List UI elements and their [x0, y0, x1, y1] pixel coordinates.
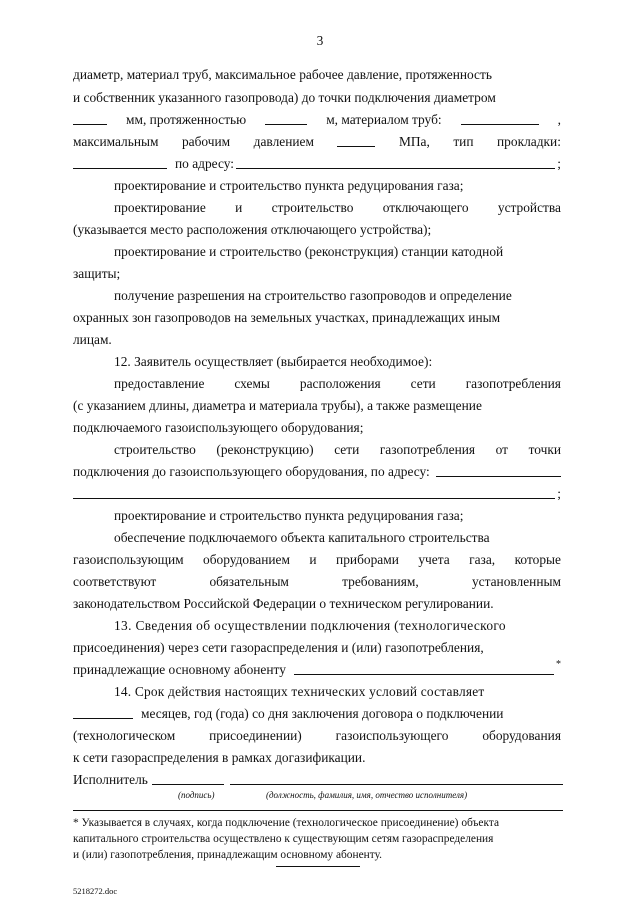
text-fragment: тип: [453, 134, 474, 149]
text-fragment: которые: [514, 552, 561, 567]
footnote-line: капитального строительства осуществлено к существующим сетям газораспределения: [73, 833, 494, 845]
text-fragment: по адресу:: [175, 156, 234, 171]
text-line: законодательством Российской Федерации о техническом регулировании.: [73, 596, 494, 611]
text-line: подключаемого газоиспользующего оборудования;: [73, 420, 364, 435]
text-line: [73, 705, 561, 722]
text-line: (с указанием длины, диаметра и материала трубы), а также размещение: [73, 398, 482, 413]
text-fragment: предоставление: [114, 376, 205, 391]
text-fragment: месяцев, год (года) со дня заключения договора о подключении: [141, 706, 504, 721]
file-label: 5218272.doc: [73, 886, 118, 896]
text-line: проектирование и строительство пункта редуцирования газа;: [114, 178, 464, 193]
blank-field: [73, 705, 133, 719]
text-line: проектирование и строительство пункта редуцирования газа;: [114, 508, 464, 523]
footnote-line: и (или) газопотребления, принадлежащим основному абоненту.: [73, 849, 382, 861]
text-fragment: соответствуют: [73, 574, 157, 589]
text-line: [73, 727, 561, 744]
text-fragment: установленным: [471, 574, 561, 589]
blank-field: [73, 111, 107, 125]
text-fragment: газопотребления: [465, 376, 561, 391]
text-line: к сети газораспределения в рамках догазификации.: [73, 750, 366, 765]
text-fragment: точки: [528, 442, 561, 457]
text-line: лицам.: [73, 332, 112, 347]
text-fragment: МПа,: [398, 134, 430, 149]
text-fragment: проектирование: [114, 200, 206, 215]
footnote-line: * Указывается в случаях, когда подключение (технологическое присоединение) объекта: [73, 817, 500, 829]
text-line: 13. Сведения об осуществлении подключения (технологического: [114, 618, 506, 633]
text-fragment: оборудованием: [203, 552, 290, 567]
text-fragment: устройства: [497, 200, 561, 215]
text-fragment: строительство: [114, 442, 196, 457]
text-line: [73, 463, 561, 480]
text-fragment: м, материалом труб:: [326, 112, 442, 127]
position-blank: [230, 771, 563, 785]
executor-label: Исполнитель: [73, 772, 148, 787]
text-line: диаметр, материал труб, максимальное рабочее давление, протяженность: [73, 67, 492, 82]
text-line: обеспечение подключаемого объекта капитального строительства: [114, 530, 490, 545]
text-fragment: сети: [410, 376, 436, 391]
text-line: [114, 199, 561, 216]
signature-blank: [152, 771, 224, 785]
text-fragment: газопотребления: [379, 442, 476, 457]
blank-field: [265, 111, 307, 125]
text-line: [73, 485, 561, 502]
footnote-end-rule: [276, 866, 360, 867]
text-fragment: сети: [334, 442, 360, 457]
text-fragment: принадлежащие основному абоненту: [73, 662, 286, 677]
text-fragment: рабочим: [181, 134, 231, 149]
text-line: проектирование и строительство (реконструкция) станции катодной: [114, 244, 504, 259]
position-caption: (должность, фамилия, имя, отчество исполнителя): [266, 790, 468, 800]
blank-field: [73, 155, 167, 169]
text-fragment: строительство: [271, 200, 354, 215]
text-fragment: (реконструкцию): [216, 442, 314, 457]
text-fragment: и: [309, 552, 317, 567]
text-fragment: учета: [418, 552, 450, 567]
text-line: и собственник указанного газопровода) до точки подключения диаметром: [73, 90, 496, 105]
text-line: 14. Срок действия настоящих технических условий составляет: [114, 684, 485, 699]
text-line: (указывается место расположения отключающего устройства);: [73, 222, 432, 237]
page-number: 3: [316, 33, 324, 48]
text-line: [73, 661, 561, 678]
text-fragment: схемы: [234, 376, 270, 391]
text-fragment: газа,: [469, 552, 496, 567]
text-fragment: и: [235, 200, 243, 215]
text-fragment: подключения до газоиспользующего оборудования, по адресу:: [73, 464, 430, 479]
text-line: [114, 441, 561, 458]
text-fragment: требованиям,: [342, 574, 419, 589]
text-line: получение разрешения на строительство газопроводов и определение: [114, 288, 512, 303]
blank-field: [73, 485, 555, 499]
punct: ;: [557, 156, 561, 171]
text-fragment: мм, протяженностью: [126, 112, 247, 127]
text-line: [73, 133, 561, 150]
text-fragment: обязательным: [209, 574, 289, 589]
text-fragment: давлением: [253, 134, 314, 149]
text-line: [114, 375, 561, 392]
text-fragment: приборами: [336, 552, 399, 567]
text-fragment: оборудования: [482, 728, 561, 743]
punct: ;: [557, 486, 561, 501]
text-fragment: расположения: [299, 376, 381, 391]
footnote-separator: [73, 810, 563, 811]
blank-field: [461, 111, 539, 125]
text-line: охранных зон газопроводов на земельных участках, принадлежащих иным: [73, 310, 501, 325]
text-line: мм, протяженностью м, материалом труб: ,: [73, 111, 561, 128]
blank-field: [236, 155, 555, 169]
text-line: [73, 551, 561, 568]
footnote-marker: *: [556, 659, 561, 670]
text-line: защиты;: [73, 266, 121, 281]
signature-caption: (подпись): [178, 790, 215, 800]
blank-field: [337, 133, 375, 147]
text-fragment: присоединении): [209, 728, 302, 743]
text-fragment: отключающего: [382, 200, 469, 215]
text-fragment: газоиспользующим: [73, 552, 184, 567]
text-fragment: от: [495, 442, 509, 457]
blank-field: [294, 661, 554, 675]
text-line: [73, 573, 561, 590]
text-fragment: максимальным: [73, 134, 159, 149]
text-line: 12. Заявитель осуществляет (выбирается необходимое):: [114, 354, 433, 369]
text-line: присоединения) через сети газораспределения и (или) газопотребления,: [73, 640, 484, 655]
signature-row: [73, 771, 563, 789]
text-fragment: (технологическом: [73, 728, 176, 743]
text-fragment: прокладки:: [497, 134, 561, 149]
text-line: [73, 155, 561, 172]
text-fragment: газоиспользующего: [335, 728, 449, 743]
blank-field: [436, 463, 561, 477]
